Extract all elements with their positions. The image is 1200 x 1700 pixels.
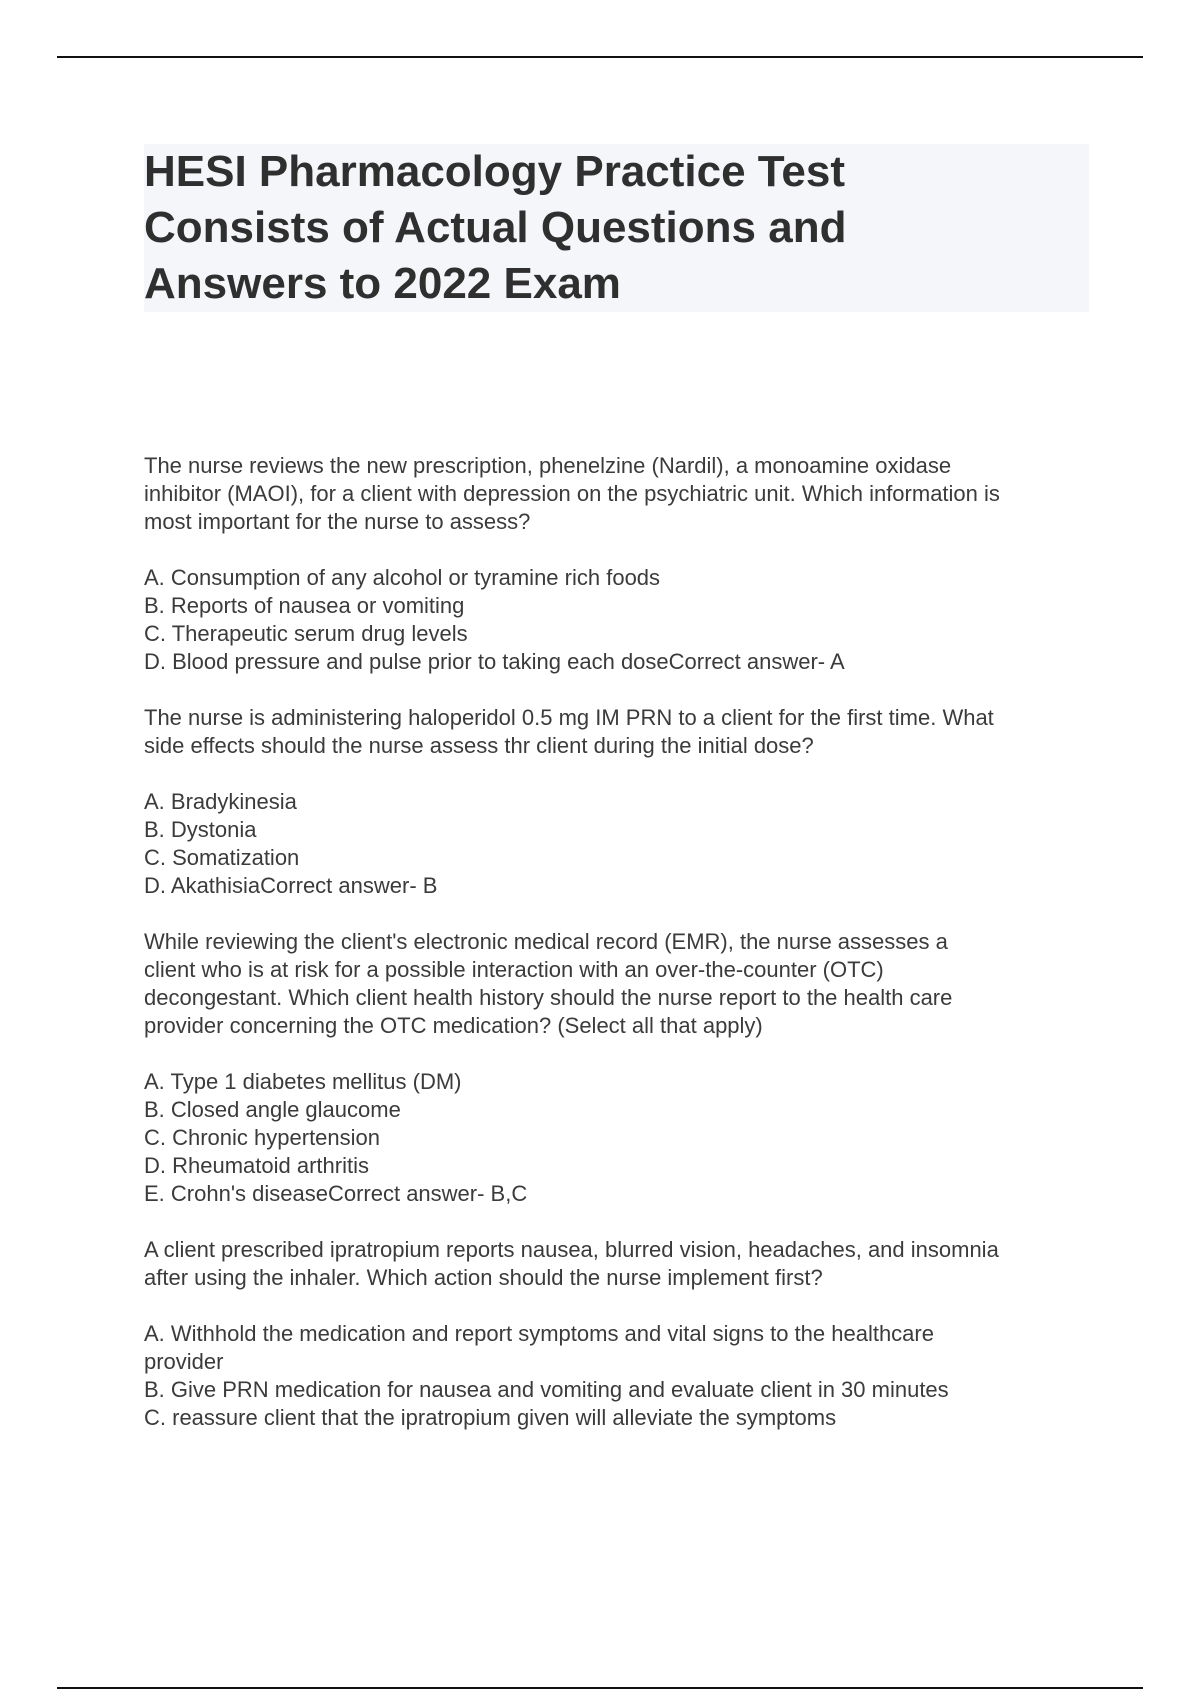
- question-stem: [144, 704, 1094, 760]
- stem-line: client who is at risk for a possible interaction with an over-the-counter (OTC): [144, 957, 884, 982]
- stem-line: The nurse reviews the new prescription, phenelzine (Nardil), a monoamine oxidase: [144, 453, 952, 478]
- question-stem: [144, 452, 1094, 536]
- answer-option: A. Type 1 diabetes mellitus (DM): [144, 1069, 462, 1094]
- answer-option: C. Somatization: [144, 845, 300, 870]
- stem-line: after using the inhaler. Which action should the nurse implement first?: [144, 1265, 823, 1290]
- answer-option-with-correct-answer: D. Blood pressure and pulse prior to taking each doseCorrect answer- A: [144, 649, 845, 674]
- stem-line: While reviewing the client's electronic medical record (EMR), the nurse assesses a: [144, 929, 948, 954]
- answer-options: [144, 564, 1094, 676]
- answer-option: A. Consumption of any alcohol or tyramine rich foods: [144, 565, 661, 590]
- answer-option: B. Reports of nausea or vomiting: [144, 593, 465, 618]
- answer-option: C. Therapeutic serum drug levels: [144, 621, 468, 646]
- answer-option: B. Give PRN medication for nausea and vomiting and evaluate client in 30 minutes: [144, 1377, 949, 1402]
- answer-option: A. Withhold the medication and report symptoms and vital signs to the healthcare: [144, 1321, 934, 1346]
- stem-line: inhibitor (MAOI), for a client with depression on the psychiatric unit. Which information is: [144, 481, 1000, 506]
- answer-option: A. Bradykinesia: [144, 789, 297, 814]
- stem-line: A client prescribed ipratropium reports nausea, blurred vision, headaches, and insomnia: [144, 1237, 999, 1262]
- answer-option: B. Dystonia: [144, 817, 257, 842]
- top-divider: [57, 56, 1143, 58]
- stem-line: provider concerning the OTC medication? (Select all that apply): [144, 1013, 763, 1038]
- stem-line: side effects should the nurse assess thr client during the initial dose?: [144, 733, 814, 758]
- title-line: Answers to 2022 Exam: [144, 259, 621, 308]
- answer-options: [144, 788, 1094, 900]
- answer-option-with-correct-answer: D. AkathisiaCorrect answer- B: [144, 873, 438, 898]
- title-line: Consists of Actual Questions and: [144, 203, 847, 252]
- question-stem: [144, 1236, 1094, 1292]
- question-3: [144, 928, 1094, 1208]
- answer-option: B. Closed angle glaucome: [144, 1097, 401, 1122]
- stem-line: most important for the nurse to assess?: [144, 509, 531, 534]
- question-list: [144, 452, 1094, 1460]
- answer-option-continuation: provider: [144, 1349, 224, 1374]
- answer-option: C. reassure client that the ipratropium given will alleviate the symptoms: [144, 1405, 837, 1430]
- stem-line: The nurse is administering haloperidol 0.5 mg IM PRN to a client for the first time. What: [144, 705, 994, 730]
- document-title: [144, 144, 1089, 312]
- answer-option: C. Chronic hypertension: [144, 1125, 381, 1150]
- answer-option-with-correct-answer: E. Crohn's diseaseCorrect answer- B,C: [144, 1181, 528, 1206]
- question-stem: [144, 928, 1094, 1040]
- answer-options: [144, 1068, 1094, 1208]
- question-2: [144, 704, 1094, 900]
- question-4: [144, 1236, 1094, 1432]
- title-line: HESI Pharmacology Practice Test: [144, 147, 846, 196]
- question-1: [144, 452, 1094, 676]
- answer-options: [144, 1320, 1094, 1432]
- answer-option: D. Rheumatoid arthritis: [144, 1153, 369, 1178]
- bottom-divider: [57, 1687, 1143, 1689]
- stem-line: decongestant. Which client health history should the nurse report to the health care: [144, 985, 953, 1010]
